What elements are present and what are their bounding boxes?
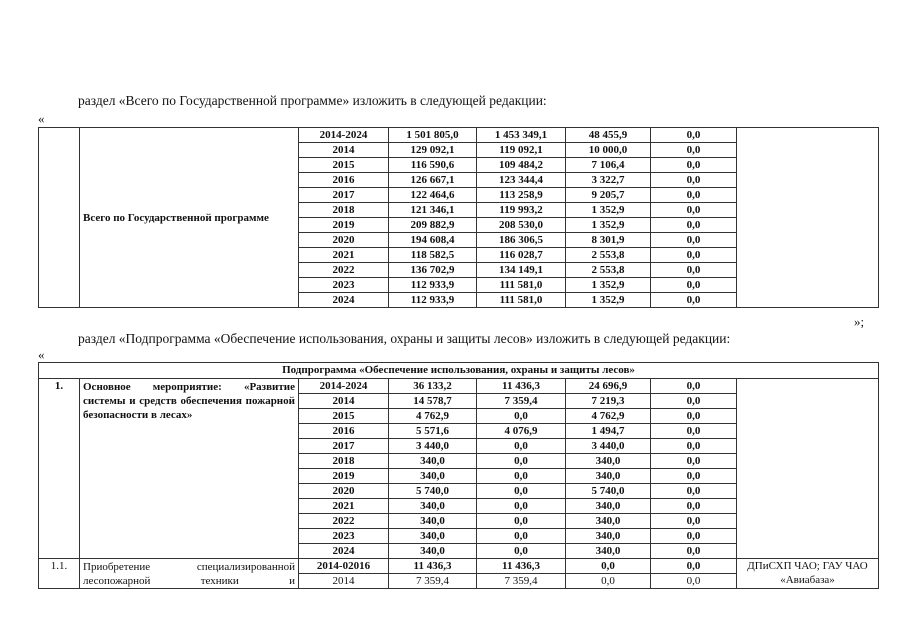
year-cell: 2020	[299, 233, 389, 248]
value-cell: 123 344,4	[477, 173, 566, 188]
value-cell: 0,0	[651, 454, 737, 469]
year-cell: 2021	[299, 499, 389, 514]
year-cell: 2018	[299, 203, 389, 218]
value-cell: 10 000,0	[566, 143, 651, 158]
executor-cell	[737, 379, 879, 559]
value-cell: 0,0	[477, 409, 566, 424]
value-cell: 340,0	[389, 454, 477, 469]
value-cell: 4 076,9	[477, 424, 566, 439]
value-cell: 1 352,9	[566, 293, 651, 308]
value-cell: 7 359,4	[477, 394, 566, 409]
year-cell: 2014	[299, 143, 389, 158]
value-cell: 340,0	[566, 499, 651, 514]
program-title: Всего по Государственной программе	[80, 128, 299, 308]
value-cell: 0,0	[651, 499, 737, 514]
value-cell: 340,0	[389, 514, 477, 529]
value-cell: 1 352,9	[566, 218, 651, 233]
value-cell: 136 702,9	[389, 263, 477, 278]
year-cell: 2022	[299, 263, 389, 278]
value-cell: 194 608,4	[389, 233, 477, 248]
value-cell: 1 494,7	[566, 424, 651, 439]
value-cell: 129 092,1	[389, 143, 477, 158]
value-cell: 48 455,9	[566, 128, 651, 143]
value-cell: 1 352,9	[566, 278, 651, 293]
value-cell: 0,0	[477, 544, 566, 559]
open-quote-1: «	[38, 111, 45, 126]
value-cell: 24 696,9	[566, 379, 651, 394]
year-cell: 2017	[299, 439, 389, 454]
value-cell: 3 322,7	[566, 173, 651, 188]
year-cell: 2023	[299, 278, 389, 293]
value-cell: 11 436,3	[389, 559, 477, 574]
value-cell: 0,0	[477, 439, 566, 454]
value-cell: 0,0	[651, 529, 737, 544]
value-cell: 0,0	[651, 544, 737, 559]
value-cell: 14 578,7	[389, 394, 477, 409]
year-cell: 2021	[299, 248, 389, 263]
year-cell: 2016	[299, 424, 389, 439]
value-cell: 1 501 805,0	[389, 128, 477, 143]
table-row	[39, 379, 879, 394]
year-cell: 2014-02016	[299, 559, 389, 574]
value-cell: 0,0	[651, 394, 737, 409]
value-cell: 7 359,4	[477, 574, 566, 589]
table-subprogram	[38, 362, 879, 589]
value-cell: 340,0	[389, 469, 477, 484]
year-cell: 2019	[299, 218, 389, 233]
value-cell: 0,0	[477, 454, 566, 469]
item-name: Приобретение специализированной лесопожарной техники и	[80, 559, 299, 589]
value-cell: 340,0	[566, 454, 651, 469]
value-cell: 116 028,7	[477, 248, 566, 263]
open-quote-2: «	[38, 347, 45, 362]
year-cell: 2015	[299, 409, 389, 424]
subprogram-header-row	[39, 363, 879, 379]
subprogram-header: Подпрограмма «Обеспечение использования, охраны и защиты лесов»	[39, 363, 879, 379]
value-cell: 0,0	[651, 293, 737, 308]
value-cell: 11 436,3	[477, 559, 566, 574]
value-cell: 0,0	[477, 514, 566, 529]
value-cell: 134 149,1	[477, 263, 566, 278]
value-cell: 0,0	[651, 218, 737, 233]
value-cell: 3 440,0	[566, 439, 651, 454]
value-cell: 340,0	[389, 529, 477, 544]
value-cell: 340,0	[566, 514, 651, 529]
year-cell: 2024	[299, 544, 389, 559]
value-cell: 0,0	[651, 143, 737, 158]
year-cell: 2015	[299, 158, 389, 173]
value-cell: 121 346,1	[389, 203, 477, 218]
value-cell: 0,0	[651, 514, 737, 529]
value-cell: 0,0	[566, 574, 651, 589]
value-cell: 119 993,2	[477, 203, 566, 218]
value-cell: 109 484,2	[477, 158, 566, 173]
year-cell: 2017	[299, 188, 389, 203]
year-cell: 2018	[299, 454, 389, 469]
paragraph-total: раздел «Всего по Государственной программе» изложить в следующей редакции:	[78, 93, 547, 108]
value-cell: 0,0	[651, 128, 737, 143]
value-cell: 0,0	[651, 173, 737, 188]
value-cell: 0,0	[651, 188, 737, 203]
year-cell: 2014	[299, 574, 389, 589]
value-cell: 1 453 349,1	[477, 128, 566, 143]
value-cell: 340,0	[566, 469, 651, 484]
value-cell: 7 106,4	[566, 158, 651, 173]
value-cell: 1 352,9	[566, 203, 651, 218]
value-cell: 9 205,7	[566, 188, 651, 203]
value-cell: 5 740,0	[566, 484, 651, 499]
table-total	[38, 127, 879, 308]
value-cell: 112 933,9	[389, 293, 477, 308]
item-number: 1.1.	[39, 559, 80, 589]
year-cell: 2020	[299, 484, 389, 499]
item-name: Основное мероприятие: «Развитие системы и средств обеспечения пожарной безопасности в лесах»	[80, 379, 299, 559]
item-number: 1.	[39, 379, 80, 559]
year-cell: 2023	[299, 529, 389, 544]
value-cell: 2 553,8	[566, 248, 651, 263]
value-cell: 8 301,9	[566, 233, 651, 248]
year-cell: 2022	[299, 514, 389, 529]
value-cell: 11 436,3	[477, 379, 566, 394]
value-cell: 111 581,0	[477, 293, 566, 308]
year-cell: 2016	[299, 173, 389, 188]
table-row	[39, 559, 879, 574]
table-row	[39, 128, 879, 143]
value-cell: 0,0	[651, 409, 737, 424]
year-cell: 2019	[299, 469, 389, 484]
value-cell: 116 590,6	[389, 158, 477, 173]
value-cell: 0,0	[651, 559, 737, 574]
value-cell: 0,0	[477, 469, 566, 484]
paragraph-subprogram: раздел «Подпрограмма «Обеспечение использования, охраны и защиты лесов» изложить в следующей редакции:	[78, 331, 731, 346]
value-cell: 209 882,9	[389, 218, 477, 233]
value-cell: 126 667,1	[389, 173, 477, 188]
value-cell: 208 530,0	[477, 218, 566, 233]
value-cell: 112 933,9	[389, 278, 477, 293]
value-cell: 340,0	[566, 544, 651, 559]
value-cell: 0,0	[651, 233, 737, 248]
value-cell: 0,0	[651, 484, 737, 499]
value-cell: 122 464,6	[389, 188, 477, 203]
value-cell: 5 571,6	[389, 424, 477, 439]
value-cell: 340,0	[389, 499, 477, 514]
value-cell: 119 092,1	[477, 143, 566, 158]
value-cell: 118 582,5	[389, 248, 477, 263]
value-cell: 340,0	[566, 529, 651, 544]
close-quote: »;	[854, 314, 865, 329]
value-cell: 0,0	[651, 469, 737, 484]
value-cell: 0,0	[651, 248, 737, 263]
value-cell: 4 762,9	[389, 409, 477, 424]
value-cell: 5 740,0	[389, 484, 477, 499]
year-cell: 2014-2024	[299, 379, 389, 394]
value-cell: 0,0	[477, 484, 566, 499]
value-cell: 3 440,0	[389, 439, 477, 454]
value-cell: 0,0	[651, 379, 737, 394]
value-cell: 111 581,0	[477, 278, 566, 293]
year-cell: 2024	[299, 293, 389, 308]
value-cell: 2 553,8	[566, 263, 651, 278]
value-cell: 340,0	[389, 544, 477, 559]
value-cell: 0,0	[651, 203, 737, 218]
value-cell: 0,0	[651, 278, 737, 293]
value-cell: 36 133,2	[389, 379, 477, 394]
executor-cell: ДПиСХП ЧАО; ГАУ ЧАО «Авиабаза»	[737, 559, 879, 589]
value-cell: 7 359,4	[389, 574, 477, 589]
value-cell: 0,0	[477, 499, 566, 514]
value-cell: 4 762,9	[566, 409, 651, 424]
year-cell: 2014-2024	[299, 128, 389, 143]
value-cell: 0,0	[651, 158, 737, 173]
value-cell: 0,0	[566, 559, 651, 574]
value-cell: 0,0	[651, 424, 737, 439]
value-cell: 0,0	[477, 529, 566, 544]
value-cell: 0,0	[651, 263, 737, 278]
value-cell: 7 219,3	[566, 394, 651, 409]
year-cell: 2014	[299, 394, 389, 409]
value-cell: 113 258,9	[477, 188, 566, 203]
value-cell: 186 306,5	[477, 233, 566, 248]
value-cell: 0,0	[651, 574, 737, 589]
value-cell: 0,0	[651, 439, 737, 454]
executor-cell	[737, 128, 879, 308]
number-cell	[39, 128, 80, 308]
